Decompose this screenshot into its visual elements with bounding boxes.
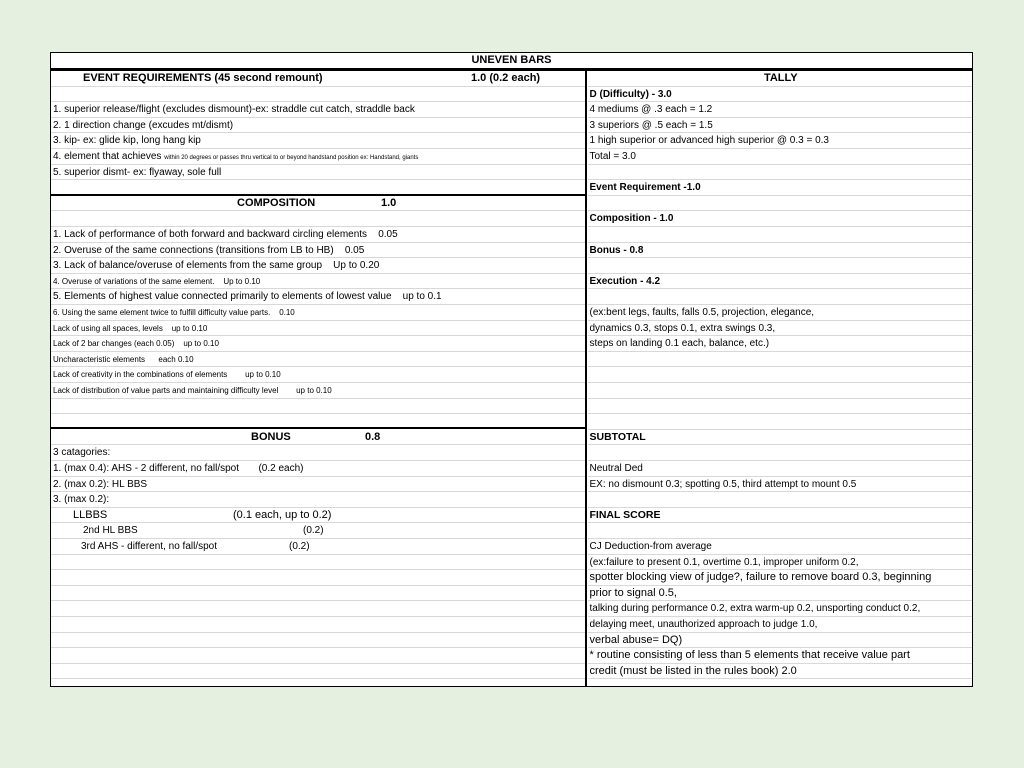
composition-item-text: Lack of 2 bar changes (each 0.05) — [53, 339, 175, 349]
event-item-4-detail: within 20 degrees or passes thru vertical to or beyond handstand position ex: Handstand, giants — [164, 155, 419, 161]
blank-row — [51, 399, 585, 415]
composition-item-text: Lack of distribution of value parts and maintaining difficulty level — [53, 386, 279, 395]
composition-heading: COMPOSITION — [237, 196, 316, 209]
composition-item — [51, 383, 585, 399]
event-item-3: 3. kip- ex: glide kip, long hang kip — [51, 133, 585, 149]
composition-item-text: 2. Overuse of the same connections (transitions from LB to HB) — [53, 244, 334, 256]
difficulty-heading: D (Difficulty) - 3.0 — [588, 87, 973, 103]
tally-heading: TALLY — [588, 71, 973, 87]
composition-tally: Composition - 1.0 — [588, 211, 973, 227]
composition-item — [51, 352, 585, 368]
uneven-bars-scoresheet — [50, 52, 973, 687]
bonus-category-2: 2. (max 0.2): HL BBS — [51, 477, 585, 493]
blank-row — [588, 227, 973, 243]
execution-note: dynamics 0.3, stops 0.1, extra swings 0.3, — [588, 321, 973, 337]
bonus-llbbs-value: (0.1 each, up to 0.2) — [233, 508, 332, 521]
blank-row — [588, 258, 973, 274]
blank-row — [51, 555, 585, 571]
composition-item — [51, 367, 585, 383]
difficulty-line: 3 superiors @ .5 each = 1.5 — [588, 118, 973, 134]
composition-item — [51, 258, 585, 274]
bonus-category-1 — [51, 461, 585, 477]
cj-deduction: CJ Deduction-from average — [588, 539, 973, 555]
event-item-2: 2. 1 direction change (excudes mt/dismt) — [51, 118, 585, 134]
sheet-title: UNEVEN BARS — [51, 53, 972, 71]
composition-item — [51, 274, 585, 290]
composition-item-value: up to 0.10 — [183, 339, 219, 349]
composition-item-text: Lack of creativity in the combinations of elements — [53, 370, 228, 380]
bonus-2nd-hl-bbs-text: 2nd HL BBS — [83, 525, 138, 537]
event-item-4-text: 4. element that achieves — [53, 151, 162, 162]
bonus-llbbs-text: LLBBS — [73, 508, 108, 521]
blank-row — [51, 664, 585, 680]
composition-item-value: up to 0.1 — [402, 291, 442, 303]
blank-row — [51, 570, 585, 586]
composition-item — [51, 321, 585, 337]
bonus-category-1-text: 1. (max 0.4): AHS - 2 different, no fall/spot — [53, 463, 240, 474]
blank-row — [588, 289, 973, 305]
bonus-2nd-hl-bbs-value: (0.2) — [303, 525, 324, 537]
cj-deduction-note: verbal abuse= DQ) — [588, 633, 973, 649]
blank-row — [51, 211, 585, 227]
blank-row — [51, 180, 585, 196]
neutral-deductions: Neutral Ded — [588, 461, 973, 477]
blank-row — [51, 648, 585, 664]
cj-deduction-note: spotter blocking view of judge?, failure to remove board 0.3, beginning — [588, 570, 973, 586]
blank-row — [588, 523, 973, 539]
requirements-column — [51, 71, 587, 686]
composition-item — [51, 336, 585, 352]
execution-note: (ex:bent legs, faults, falls 0.5, projection, elegance, — [588, 305, 973, 321]
cj-deduction-note: (ex:failure to present 0.1, overtime 0.1, improper uniform 0.2, — [588, 555, 973, 571]
composition-item-value: 0.05 — [378, 229, 398, 240]
cj-deduction-note: * routine consisting of less than 5 elements that receive value part — [588, 648, 973, 664]
blank-row — [51, 633, 585, 649]
composition-item-text: Uncharacteristic elements — [53, 354, 146, 364]
composition-item-value: up to 0.10 — [296, 386, 332, 395]
composition-item-text: Lack of using all spaces, levels — [53, 323, 163, 333]
composition-item-value: Up to 0.10 — [223, 276, 261, 286]
composition-header — [51, 196, 585, 212]
difficulty-total: Total = 3.0 — [588, 149, 973, 165]
event-requirements-value: 1.0 (0.2 each) — [471, 72, 541, 84]
difficulty-line: 4 mediums @ .3 each = 1.2 — [588, 102, 973, 118]
bonus-2nd-hl-bbs — [51, 523, 585, 539]
composition-item-value: Up to 0.20 — [333, 260, 380, 272]
event-item-4 — [51, 149, 585, 165]
composition-item — [51, 243, 585, 259]
blank-row — [588, 492, 973, 508]
subtotal: SUBTOTAL — [588, 430, 973, 446]
bonus-tally: Bonus - 0.8 — [588, 243, 973, 259]
composition-item-text: 6. Using the same element twice to fulfill difficulty value parts. — [53, 308, 271, 317]
blank-row — [588, 352, 973, 368]
execution-tally: Execution - 4.2 — [588, 274, 973, 290]
composition-item-text: 1. Lack of performance of both forward and backward circling elements — [53, 229, 368, 240]
cj-deduction-note: prior to signal 0.5, — [588, 586, 973, 602]
bonus-header — [51, 430, 585, 446]
blank-row — [51, 87, 585, 103]
bonus-heading: BONUS — [251, 430, 291, 443]
blank-row — [51, 586, 585, 602]
bonus-category-3: 3. (max 0.2): — [51, 492, 585, 508]
event-item-1: 1. superior release/flight (excludes dismount)-ex: straddle cut catch, straddle back — [51, 102, 585, 118]
cj-deduction-note: talking during performance 0.2, extra warm-up 0.2, unsporting conduct 0.2, — [588, 601, 973, 617]
composition-item-text: 4. Overuse of variations of the same element. — [53, 276, 215, 286]
blank-row — [588, 165, 973, 181]
composition-item-text: 5. Elements of highest value connected primarily to elements of lowest value — [53, 291, 392, 303]
composition-item — [51, 289, 585, 305]
execution-note: steps on landing 0.1 each, balance, etc.) — [588, 336, 973, 352]
event-requirements-header — [51, 71, 585, 87]
composition-item — [51, 227, 585, 243]
composition-item-value: up to 0.10 — [171, 323, 208, 333]
blank-row — [51, 617, 585, 633]
composition-item-value: 0.05 — [344, 244, 365, 256]
blank-row — [588, 414, 973, 430]
neutral-deductions-example: EX: no dismount 0.3; spotting 0.5, third attempt to mount 0.5 — [588, 477, 973, 493]
event-requirements-heading: EVENT REQUIREMENTS (45 second remount) — [83, 72, 323, 84]
bonus-value: 0.8 — [365, 430, 381, 443]
blank-row — [588, 367, 973, 383]
event-requirement-tally: Event Requirement -1.0 — [588, 180, 973, 196]
bonus-category-1-value: (0.2 each) — [258, 463, 304, 474]
composition-item — [51, 305, 585, 321]
bonus-3rd-ahs — [51, 539, 585, 555]
cj-deduction-note: delaying meet, unauthorized approach to judge 1.0, — [588, 617, 973, 633]
bonus-categories: 3 catagories: — [51, 445, 585, 461]
composition-value: 1.0 — [381, 196, 397, 209]
blank-row — [51, 601, 585, 617]
blank-row — [588, 383, 973, 399]
composition-item-text: 3. Lack of balance/overuse of elements from the same group — [53, 260, 323, 272]
blank-row — [588, 445, 973, 461]
final-score: FINAL SCORE — [588, 508, 973, 524]
difficulty-line: 1 high superior or advanced high superior @ 0.3 = 0.3 — [588, 133, 973, 149]
bonus-3rd-ahs-text: 3rd AHS - different, no fall/spot — [81, 541, 218, 552]
event-item-5: 5. superior dismt- ex: flyaway, sole full — [51, 165, 585, 181]
composition-item-value: 0.10 — [279, 308, 295, 317]
composition-item-value: each 0.10 — [158, 354, 194, 364]
blank-row — [51, 414, 585, 429]
blank-row — [588, 196, 973, 212]
tally-column — [588, 71, 973, 686]
bonus-llbbs — [51, 508, 585, 524]
blank-row — [588, 399, 973, 415]
bonus-3rd-ahs-value: (0.2) — [289, 541, 310, 552]
cj-deduction-note: credit (must be listed in the rules book) 2.0 — [588, 664, 973, 680]
composition-item-value: up to 0.10 — [245, 370, 281, 380]
